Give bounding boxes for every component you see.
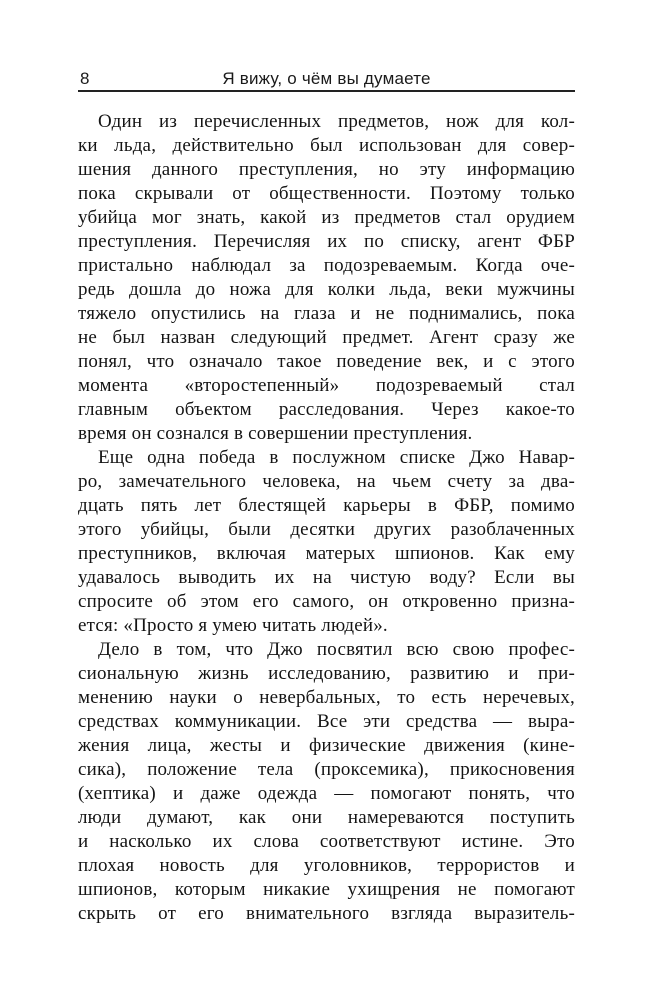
text-line: дцать пять лет блестящей карьеры в ФБР, помимо xyxy=(78,495,575,516)
text-line: шпионов, которым никакие ухищрения не помогают xyxy=(78,879,575,900)
text-line: жения лица, жесты и физические движения (кине- xyxy=(78,735,575,756)
text-line: преступления. Перечисляя их по списку, агент ФБР xyxy=(78,231,575,252)
text-line: Один из перечисленных предметов, нож для кол- xyxy=(98,111,575,132)
text-line: средствах коммуникации. Все эти средства — выра- xyxy=(78,711,575,732)
text-block xyxy=(78,110,575,926)
text-line: Еще одна победа в послужном списке Джо Навар- xyxy=(98,447,575,468)
text-line: Дело в том, что Джо посвятил всю свою профес- xyxy=(98,639,575,660)
text-line: и насколько их слова соответствуют истине. Это xyxy=(78,831,575,852)
running-title: Я вижу, о чём вы думаете xyxy=(222,69,431,88)
text-line: менению науки о невербальных, то есть неречевых, xyxy=(78,687,575,708)
text-line: сиональную жизнь исследованию, развитию и при- xyxy=(78,663,575,684)
text-line: этого убийцы, были десятки других разоблаченных xyxy=(78,519,575,540)
text-line: преступников, включая матерых шпионов. Как ему xyxy=(78,543,575,564)
text-line: момента «второстепенный» подозреваемый стал xyxy=(78,375,575,396)
text-line: не был назван следующий предмет. Агент сразу же xyxy=(78,327,575,348)
page-number: 8 xyxy=(80,69,90,88)
text-line: (хептика) и даже одежда — помогают понять, что xyxy=(78,783,575,804)
text-line: скрыть от его внимательного взгляда выразитель- xyxy=(78,903,575,924)
text-line: пристально наблюдал за подозреваемым. Когда оче- xyxy=(78,255,575,276)
text-line: ется: «Просто я умею читать людей». xyxy=(78,615,388,636)
text-line: сика), положение тела (проксемика), прикосновения xyxy=(78,759,575,780)
text-line: шения данного преступления, но эту информацию xyxy=(78,159,575,180)
text-line: удавалось выводить их на чистую воду? Если вы xyxy=(78,567,575,588)
text-line: плохая новость для уголовников, террористов и xyxy=(78,855,575,876)
text-line: главным объектом расследования. Через какое-то xyxy=(78,399,575,420)
paragraph xyxy=(78,638,575,926)
text-line: спросите об этом его самого, он откровенно призна- xyxy=(78,591,575,612)
running-header xyxy=(78,69,575,89)
paragraph xyxy=(78,446,575,638)
text-line: люди думают, как они намереваются поступить xyxy=(78,807,575,828)
paragraph xyxy=(78,110,575,446)
header-rule xyxy=(78,90,575,92)
text-line: пока скрывали от общественности. Поэтому только xyxy=(78,183,575,204)
text-line: ки льда, действительно был использован для совер- xyxy=(78,135,575,156)
text-line: понял, что означало такое поведение век, и с этого xyxy=(78,351,575,372)
text-line: время он сознался в совершении преступления. xyxy=(78,423,473,444)
text-line: редь дошла до ножа для колки льда, веки мужчины xyxy=(78,279,575,300)
text-line: тяжело опустились на глаза и не поднимались, пока xyxy=(78,303,575,324)
text-line: ро, замечательного человека, на чьем счету за два- xyxy=(78,471,575,492)
text-line: убийца мог знать, какой из предметов стал орудием xyxy=(78,207,575,228)
